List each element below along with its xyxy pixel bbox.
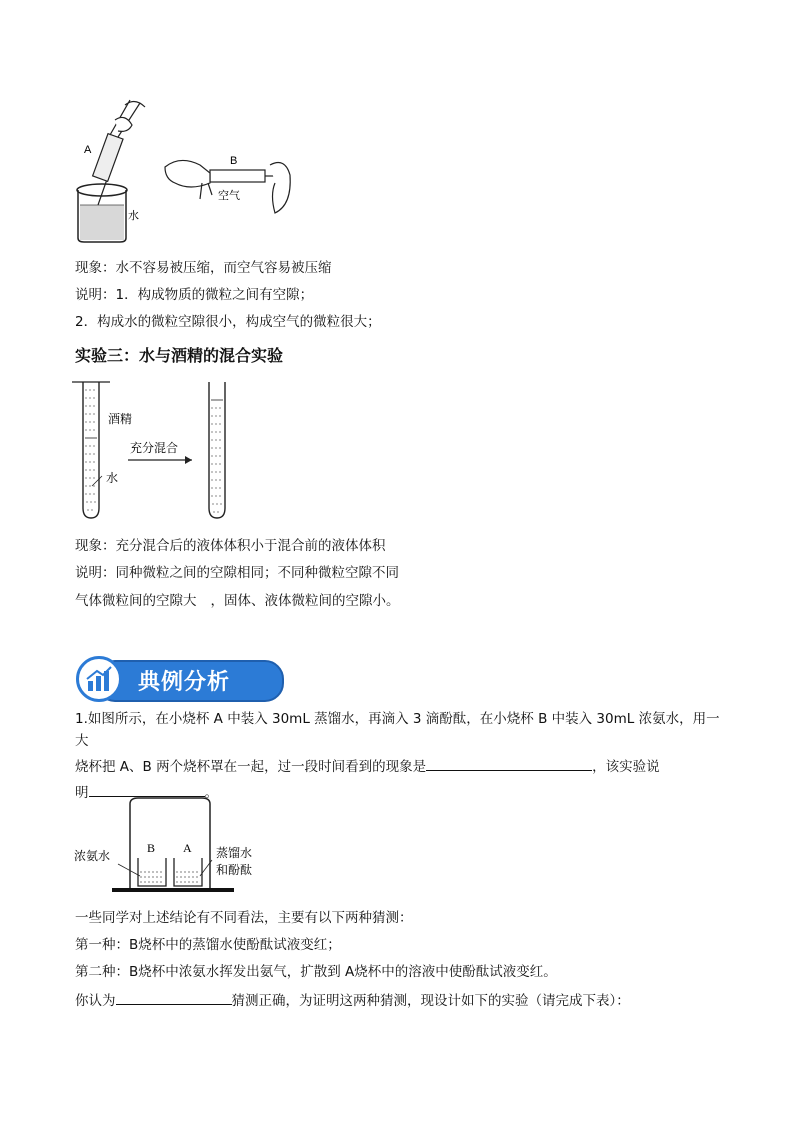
beaker-b — [138, 858, 166, 886]
test-tube-before — [83, 382, 99, 518]
fig1-label-water: 水 — [128, 210, 139, 222]
syringe-experiment-figure — [70, 95, 300, 245]
section2-explain-1: 说明：1．构成物质的微粒之间有空隙； — [75, 287, 314, 303]
fig1-label-a: A — [84, 144, 92, 156]
q1-blank-phenomenon[interactable] — [426, 756, 592, 771]
test-tube-after — [209, 382, 225, 518]
q1-line-2: 烧杯把 A、B 两个烧杯罩在一起，过一段时间看到的现象是 ，该实验说 — [75, 756, 725, 778]
ammonia-experiment-figure — [72, 794, 272, 896]
fig3-label-right-2: 和酚酞 — [216, 863, 253, 877]
fig1-label-b: B — [230, 155, 238, 167]
fig3-label-right-1: 蒸馏水 — [216, 846, 253, 860]
guess-intro: 一些同学对上述结论有不同看法，主要有以下两种猜测： — [75, 910, 413, 926]
guess-second: 第二种：B烧杯中浓氨水挥发出氨气，扩散到 A烧杯中的溶液中使酚酞试液变红。 — [75, 964, 557, 980]
label-water: 水 — [106, 471, 119, 485]
test-tube-figure — [72, 378, 252, 524]
fig3-label-a: A — [183, 841, 192, 855]
guess-blank[interactable] — [116, 990, 232, 1005]
experiment-3-title: 实验三：水与酒精的混合实验 — [75, 346, 284, 365]
bar-chart-icon — [79, 659, 119, 699]
exp3-explain-1: 说明：同种微粒之间的空隙相同；不同种微粒空隙不同 — [75, 565, 399, 581]
section2-explain-2: 2．构成水的微粒空隙很小，构成空气的微粒很大； — [75, 314, 381, 330]
fig3-label-b: B — [147, 841, 156, 855]
fig1-label-air: 空气 — [218, 190, 240, 202]
question-1 — [75, 708, 725, 804]
q1-line-3: 明 。 — [75, 782, 725, 804]
syringe-a — [93, 100, 145, 205]
beaker-a — [174, 858, 202, 886]
syringe-b — [165, 160, 290, 213]
guess-you: 你认为 猜测正确，为证明这两种猜测，现设计如下的实验（请完成下表）： — [75, 990, 630, 1010]
q1-line-1: 1.如图所示，在小烧杯 A 中装入 30mL 蒸馏水，再滴入 3 滴酚酞，在小烧杯 B 中装入 30mL 浓氨水，用一大 — [75, 711, 720, 749]
section-banner — [76, 656, 280, 702]
exp3-phenomenon: 现象：充分混合后的液体体积小于混合前的液体体积 — [75, 538, 386, 554]
label-mix: 充分混合 — [130, 441, 179, 455]
section2-phenomenon: 现象：水不容易被压缩，而空气容易被压缩 — [75, 260, 332, 276]
exp3-explain-2: 气体微粒间的空隙大 ，固体、液体微粒间的空隙小。 — [75, 593, 400, 609]
banner-title: 典例分析 — [138, 670, 231, 695]
fig3-label-left: 浓氨水 — [74, 849, 111, 863]
label-alcohol: 酒精 — [108, 412, 133, 426]
guess-first: 第一种：B烧杯中的蒸馏水使酚酞试液变红； — [75, 937, 341, 953]
